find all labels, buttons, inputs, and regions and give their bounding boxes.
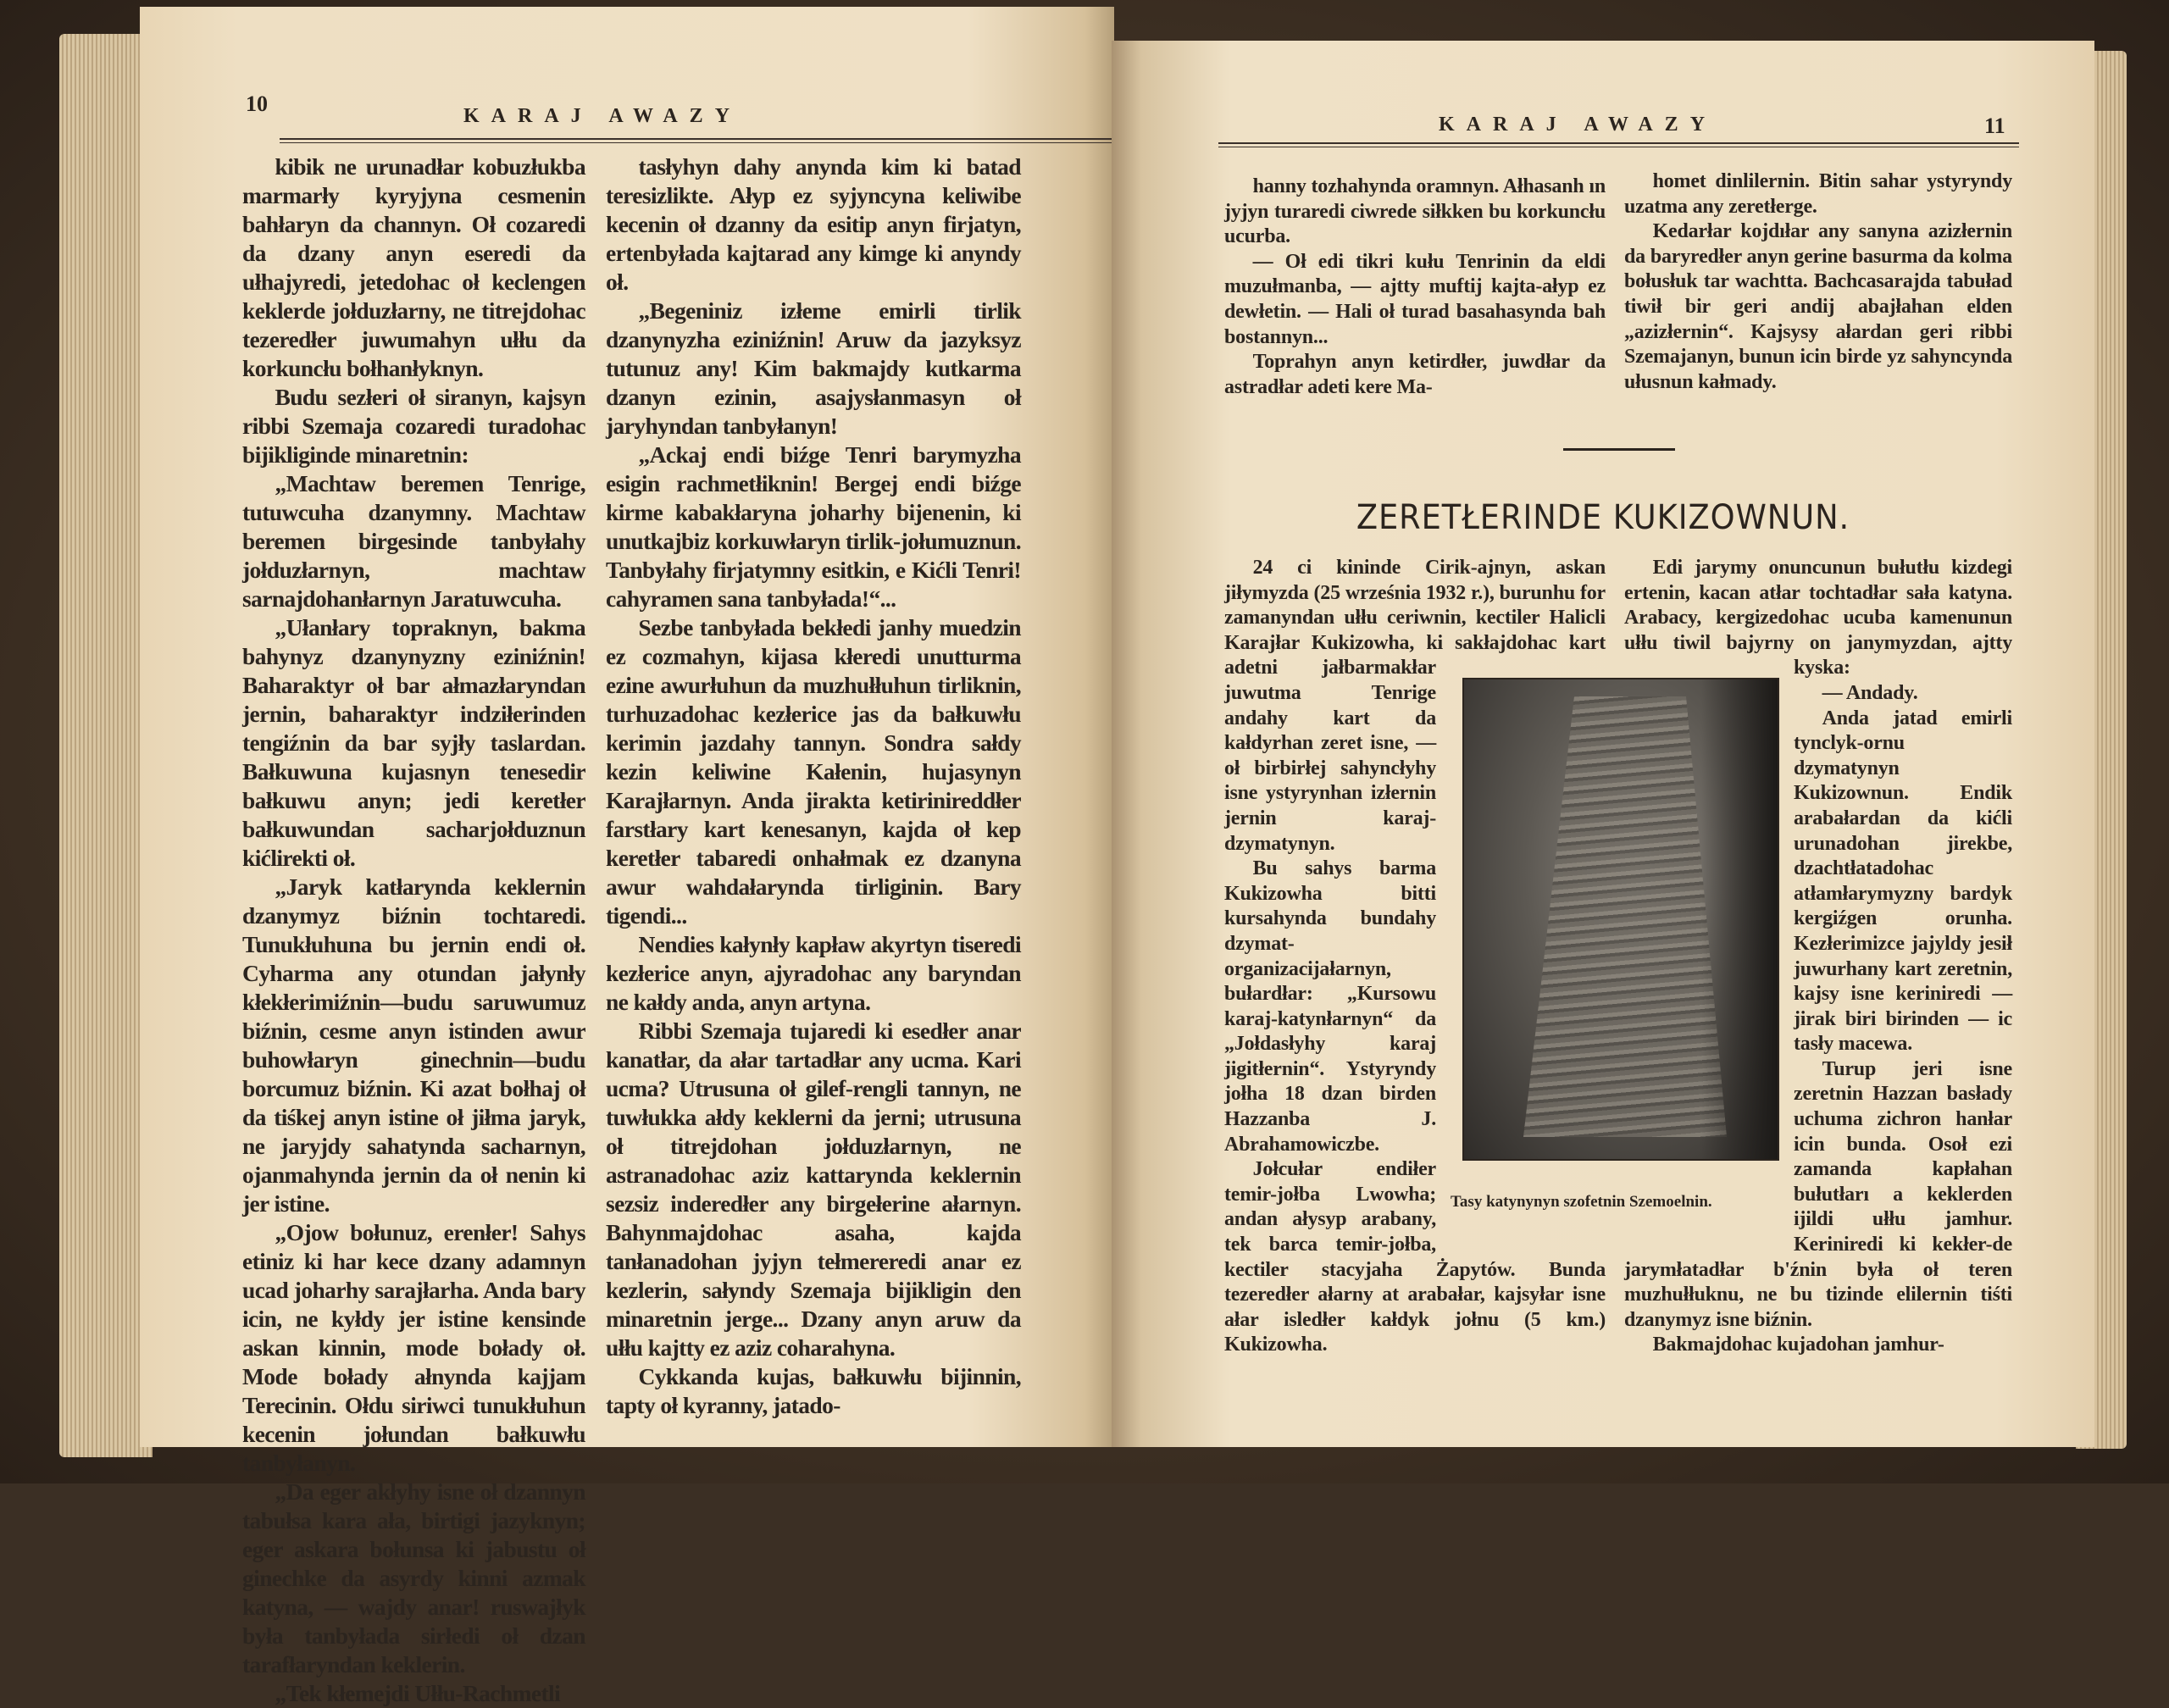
paragraph: „Ackaj endi biźge Tenri barymyzha esigin rachmetłiknin! Bergej endi biźge kirme kabakłaryna joharhy bijenenin, ki unutkajbiz korkuwłaryn tirlik-jołumuznun. Tanbyłahy firjatymny esitkin, e Kićli Tenri! cahyramen sana tanbyłada!“... <box>606 441 1021 612</box>
paragraph: Nendies kałynły kapław akyrtyn tiseredi kezłerice anyn, ajyradohac any baryndan ne kałdy anda, anyn artyna. <box>606 931 1021 1015</box>
page-number: 11 <box>1984 114 2005 138</box>
paragraph: Anda jatad emirli tynclyk-ornu dzymatynyn Kukizownun. Endik arabałardan da kićli urunadohan jirekbe, dzachtłatadohac atłamłarymyzny bardyk kergiźgen orunha. Kezłerimizce jajyldy jesił juwurhany kart zeretnin, kajsy isne keriniredi — jirak biri birinden — ic tasły macewa. <box>1794 707 2012 1056</box>
paragraph: Edi jarymy onuncunun bułutłu kizdegi ertenin, kacan atłar tochtadłar sała katyna. Arabacy, kergizedohac ucuba kamenunun ułłu tiwil bajyrny on janymyzdan, ajtty kyska: <box>1624 557 2012 679</box>
paragraph: Bu sahys barma Kukizowha bitti kursahynda bundahy dzymat-organizacijałarnyn, bułardłar: „Kursowu karaj-katynłarnyn“ da „Jołdasłyhy karaj jigitłernin“. Ystyryndy jołha 18 dzan birden Hazzanba J. Abrahamowiczbe. <box>1224 857 1436 1156</box>
paragraph: „Tek kłemejdi Ułłu-Rachmetli <box>275 1680 561 1706</box>
paragraph: „Machtaw beremen Tenrige, tutuwcuha dzanymny. Machtaw beremen birgesinde tanbyłahy jołduzłarnyn, machtaw sarnajdohanłarnyn Jaratuwcuha. <box>242 470 585 612</box>
paragraph: Cykkanda kujas, bałkuwłu bijinnin, tapty oł kyranny, jatado- <box>606 1363 1021 1418</box>
top-text-column-2 <box>1624 169 2012 395</box>
page-number: 10 <box>246 92 268 116</box>
header-rule <box>280 138 1165 143</box>
paragraph: „Ułanłary topraknyn, bakma bahynyz dzanynyzny eziniźnin! Baharaktyr oł bar ałmazłaryndan jernin, baharaktyr indziłerinden tengiźnin da bar syjły taslardan. Bałkuwuna kujasnyn tenesedir bałkuwu anyn; jedi keretłer bałkuwundan sacharjołduznun kićlirekti oł. <box>242 614 585 871</box>
gravestone-photo <box>1462 678 1779 1161</box>
page-edges-left <box>59 34 153 1457</box>
paragraph: homet dinlilernin. Bitin sahar ystyryndy uzatma any zeretłerge. <box>1624 170 2012 218</box>
top-text-column-1 <box>1224 175 1606 400</box>
running-title: KARAJ AWAZY <box>463 105 742 127</box>
paragraph: tasłyhyn dahy anynda kim ki batad teresizlikte. Ałyp ez syjyncyna keliwibe kecenin oł dzanny da esitip anyn firjatyn, ertenbyłada kajtarad any kimge ki anyndy oł. <box>606 153 1021 295</box>
paragraph: „Jaryk katłarynda keklernin dzanymyz biźnin tochtaredi. Tunukłuhuna bu jernin endi oł. Cyharma any otundan jałynły kłekłerimiźnin—budu saruwumuz biźnin, cesme anyn istinden awur buhowłaryn ginechnin—budu borcumuz biźnin. Ki azat bołhaj oł da tiśkej anyn istine oł jiłma jaryk, ne jaryjdy sahatynda sacharnyn, ojanmahynda jernin da oł nenin ki jer istine. <box>242 873 585 1217</box>
paragraph: Kedarłar kojdıłar any sanyna azizłernin da baryredłer anyn gerine basurma da kolma bołusłuk tar wachtta. Bachcasarajda tabuład tiwił bir geri andij abajłahan elden „azizłernin“. Kajsysy ałardan geri ribbi Szemajanyn, bunun icin birde yz sahyncynda ułusnun kałmady. <box>1624 220 2012 393</box>
section-divider <box>1563 448 1675 451</box>
paragraph: Toprahyn anyn ketirdłer, juwdłar da astradłar adeti kere Ma- <box>1224 351 1606 398</box>
paragraph: „Begeniniz izłeme emirli tirlik dzanynyzha eziniźnin! Aruw da jazyksyz tutunuz any! Kim bakmajdy kutkarma dzanyn ezinin, asajysłanmasyn oł jaryhyndan tanbyłanyn! <box>606 297 1021 439</box>
paragraph: kibik ne urunadłar kobuzłukba marmarły kyryjyna cesmenin bahłaryn da channyn. Oł cozaredi da dzany anyn eseredi da ułhajyredi, jetedohac oł keclengen keklerde jołduzłarny, ne titrejdohac tezeredłer juwumahyn ułłu da korkuncłu bołhanłyknyn. <box>242 153 585 381</box>
paragraph: Turup jeri isne zeretnin Hazzan basłady uchuma zichron hanłar icin bunda. Osoł ezi zamanda kapłahan bułutłarı a keklerden ijildi ułłu jamhur. Keriniredi ki kekłer-de jarymłatadłar b'źnin była oł teren muzhułłuknu, ne bu tizinde elilernin tiśti dzanymyz isne biźnin. <box>1624 1057 2012 1331</box>
right-page <box>1112 41 2094 1447</box>
paragraph: — Andady. <box>1822 681 1918 704</box>
paragraph: Bakmajdohac kujadohan jamhur- <box>1652 1334 1944 1356</box>
paragraph: Jołcułar endiłer temir-jołba Lwowha; andan ałysyp arabany, tek barca temir-jołba, kectiler stacyjaha Żapytów. Bunda tezeredłer ałarny at arabałar, kajsyłar isne ałar isledłer kałdyk jołnu (5 km.) Kukizowha. <box>1224 1158 1606 1356</box>
paragraph: Budu sezłeri oł siranyn, kajsyn ribbi Szemaja cozaredi turadohac bijikliginde minaretnin: <box>242 384 585 468</box>
paragraph: hanny tozhahynda oramnyn. Ałhasanh ın jyjyn turaredi ciwrede siłkken bu korkuncłu ucurba. <box>1224 175 1606 248</box>
running-title: KARAJ AWAZY <box>1439 114 1717 136</box>
text-column-1 <box>242 152 585 1708</box>
left-page <box>140 7 1114 1706</box>
paragraph: — Oł edi tikri kułu Tenrinin da eldi muzułmanba, — ajtty muftij kajta-ałyp ez dewłetin. — Hali oł turad basahasynda bah bostannyn... <box>1224 250 1606 348</box>
photo-caption: Tasy katynynyn szofetnin Szemoelnin. <box>1451 1193 1712 1211</box>
paragraph: Sezbe tanbyłada bekłedi janhy muedzin ez cozmahyn, kijasa kłeredi unutturma ezine awurłuhun da muzhułłuhun tirliknin, turhuzadohac kezłerice jas da bałkuwłu kerimin jazdahy tannyn. Sondra sałdy kezin keliwine Kałenin, hujasynyn Karajłarnyn. Anda jirakta ketirinireddłer farstłary kart kenesanyn, kajda oł kep keretłer tabaredi onhałmak ez dzanyna awur wahdałarynda tirliginin. Bary tigendi... <box>606 614 1021 929</box>
paragraph: „Da eger akłyhy isne oł dzannyn tabułsa kara ała, birtigi jazyknyn; eger askara bołunsa ki jabustu oł ginechke da asyrdy kinni azmak katyna, — wajdy anar! ruswajłyk była tanbyłada sirłedi oł dzan tarafłaryndan keklerin. <box>242 1478 585 1678</box>
paragraph: „Ojow bołunuz, erenłer! Sahys etiniz ki har kece dzany adamnyn ucad joharhy sarajłarha. Anda bary icin, ne kyłdy jer istine kensinde askan kinnin, mode bołady oł. Mode bołady ałnynda kajjam Terecinin. Ołdu siriwci tunukłuhun kecenin jołundan bałkuwłu tanbyłanyn. <box>242 1219 585 1476</box>
text-column-2 <box>606 152 1021 1420</box>
header-rule <box>1218 142 2019 147</box>
article-heading: ZERETŁERINDE KUKIZOWNUN. <box>1356 498 1850 537</box>
paragraph: 24 ci kininde Cirik-ajnyn, askan jiłymyzda (25 września 1932 r.), burunhu for zamanyndan ułłu ceriwnin, kectiler Halicli Karajłar Kukizowha, ki sakłajdohac kart adetni jałbarmakłar juwutma Tenrige andahy kart da kałdyrhan zeret isne, — oł birbirłej sahyncłyhy isne ystyrynhan izłernin jernin karaj-dzymatynyn. <box>1224 557 1606 855</box>
paragraph: Ribbi Szemaja tujaredi ki esedłer anar kanatłar, da ałar tartadłar any ucma. Kari ucma? Utrusuna oł gilef-rengli tannyn, ne tuwłukka ałdy keklerni da jerni; utrusuna oł titrejdohan jołduzłarnyn, ne astranadohac aziz kattarynda keklernin sezsiz inderedłer any birgełerine ałarnyn. Bahynmajdohac asaha, kajda tanłanadohan jyjyn tełmereredi anar ez kezlerin, sałyndy Szemaja bijikligin den minaretnin jerge... Dzany anyn aruw da ułłu kajtty ez aziz coharahyna. <box>606 1018 1021 1361</box>
